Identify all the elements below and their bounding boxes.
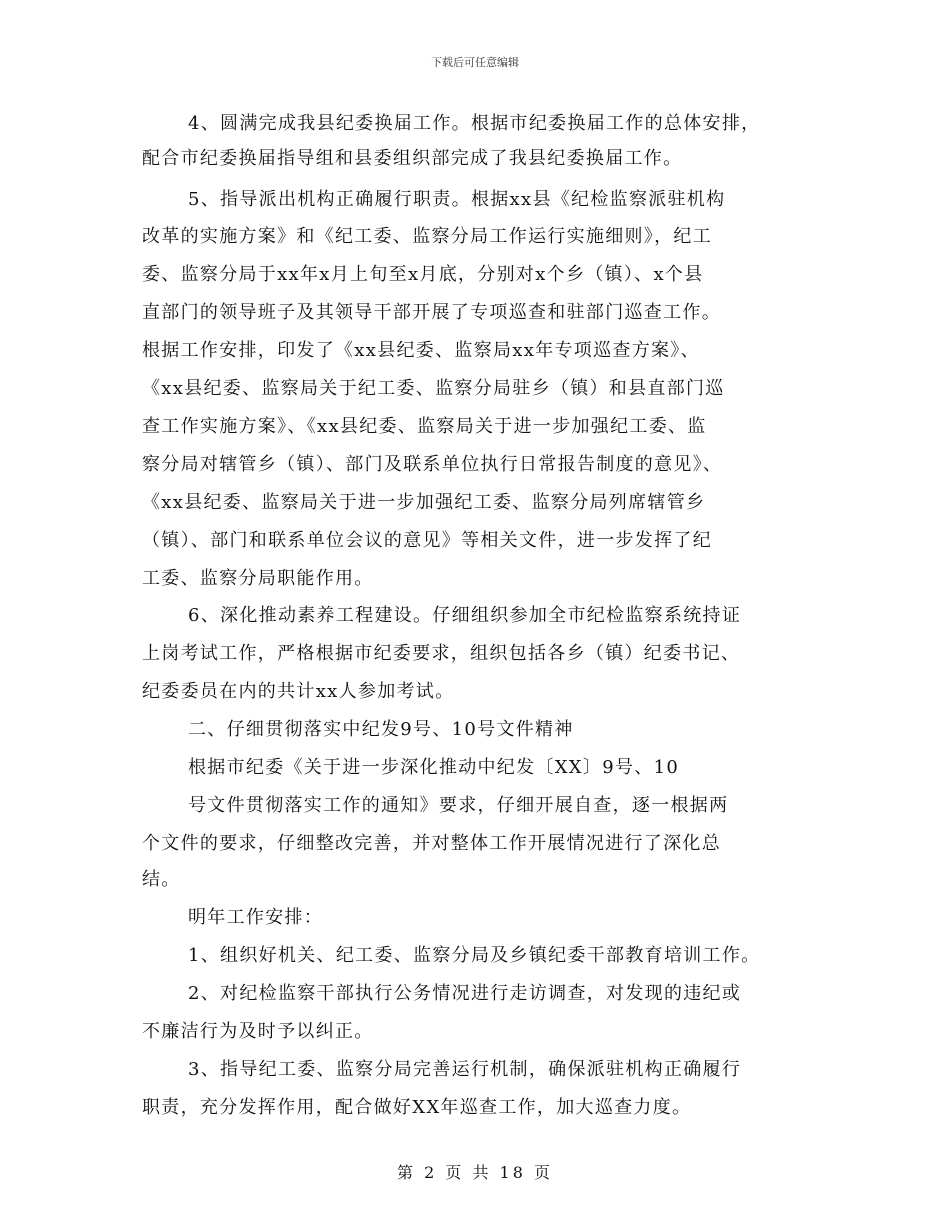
text-line: 纪委委员在内的共计xx人参加考试。 — [142, 681, 455, 702]
text-line: 改革的实施方案》和《纪工委、监察分局工作运行实施细则》，纪工 — [142, 226, 712, 247]
text-line: 职责，充分发挥作用，配合做好XX年巡查工作，加大巡查力度。 — [142, 1097, 692, 1118]
text-line: 5、指导派出机构正确履行职责。根据xx县《纪检监察派驻机构 — [188, 189, 726, 210]
text-line: 《xx县纪委、监察局关于进一步加强纪工委、监察分局列席辖管乡 — [142, 492, 706, 513]
text-line: 个文件的要求，仔细整改完善，并对整体工作开展情况进行了深化总 — [142, 833, 721, 854]
text-line: 6、深化推动素养工程建设。仔细组织参加全市纪检监察系统持证 — [188, 605, 742, 626]
text-line: 《xx县纪委、监察局关于纪工委、监察分局驻乡（镇）和县直部门巡 — [142, 378, 725, 399]
page-header: 下载后可任意编辑 — [431, 56, 519, 69]
text-line: 号文件贯彻落实工作的通知》要求，仔细开展自查，逐一根据两 — [188, 795, 729, 816]
text-line: （镇）、部门和联系单位会议的意见》等相关文件，进一步发挥了纪 — [142, 530, 712, 551]
text-line: 根据市纪委《关于进一步深化推动中纪发〔XX〕9号、10 — [188, 757, 680, 778]
page-footer: 第 2 页 共 18 页 — [397, 1163, 553, 1182]
text-line: 工委、监察分局职能作用。 — [142, 568, 374, 589]
text-line: 配合市纪委换届指导组和县委组织部完成了我县纪委换届工作。 — [142, 148, 683, 169]
section-heading: 二、仔细贯彻落实中纪发9号、10号文件精神 — [188, 719, 574, 740]
text-line: 上岗考试工作，严格根据市纪委要求，组织包括各乡（镇）纪委书记、 — [142, 643, 741, 664]
text-line: 2、对纪检监察干部执行公务情况进行走访调查，对发现的违纪或 — [188, 983, 742, 1004]
text-line: 结。 — [142, 869, 181, 890]
text-line: 察分局对辖管乡（镇）、部门及联系单位执行日常报告制度的意见》、 — [142, 454, 723, 475]
text-line: 4、圆满完成我县纪委换届工作。根据市纪委换届工作的总体安排， — [188, 113, 761, 134]
text-line: 1、组织好机关、纪工委、监察分局及乡镇纪委干部教育培训工作。 — [188, 945, 761, 966]
text-line: 根据工作安排，印发了《xx县纪委、监察局xx年专项巡查方案》、 — [142, 340, 700, 361]
text-line: 委、监察分局于xx年x月上旬至x月底，分别对x个乡（镇）、x个县 — [142, 264, 704, 285]
text-line: 3、指导纪工委、监察分局完善运行机制，确保派驻机构正确履行 — [188, 1059, 742, 1080]
text-line: 查工作实施方案》、《xx县纪委、监察局关于进一步加强纪工委、监 — [142, 416, 707, 437]
text-line: 不廉洁行为及时予以纠正。 — [142, 1021, 374, 1042]
text-line: 直部门的领导班子及其领导干部开展了专项巡查和驻部门巡查工作。 — [142, 302, 721, 323]
section-heading: 明年工作安排： — [188, 907, 324, 928]
